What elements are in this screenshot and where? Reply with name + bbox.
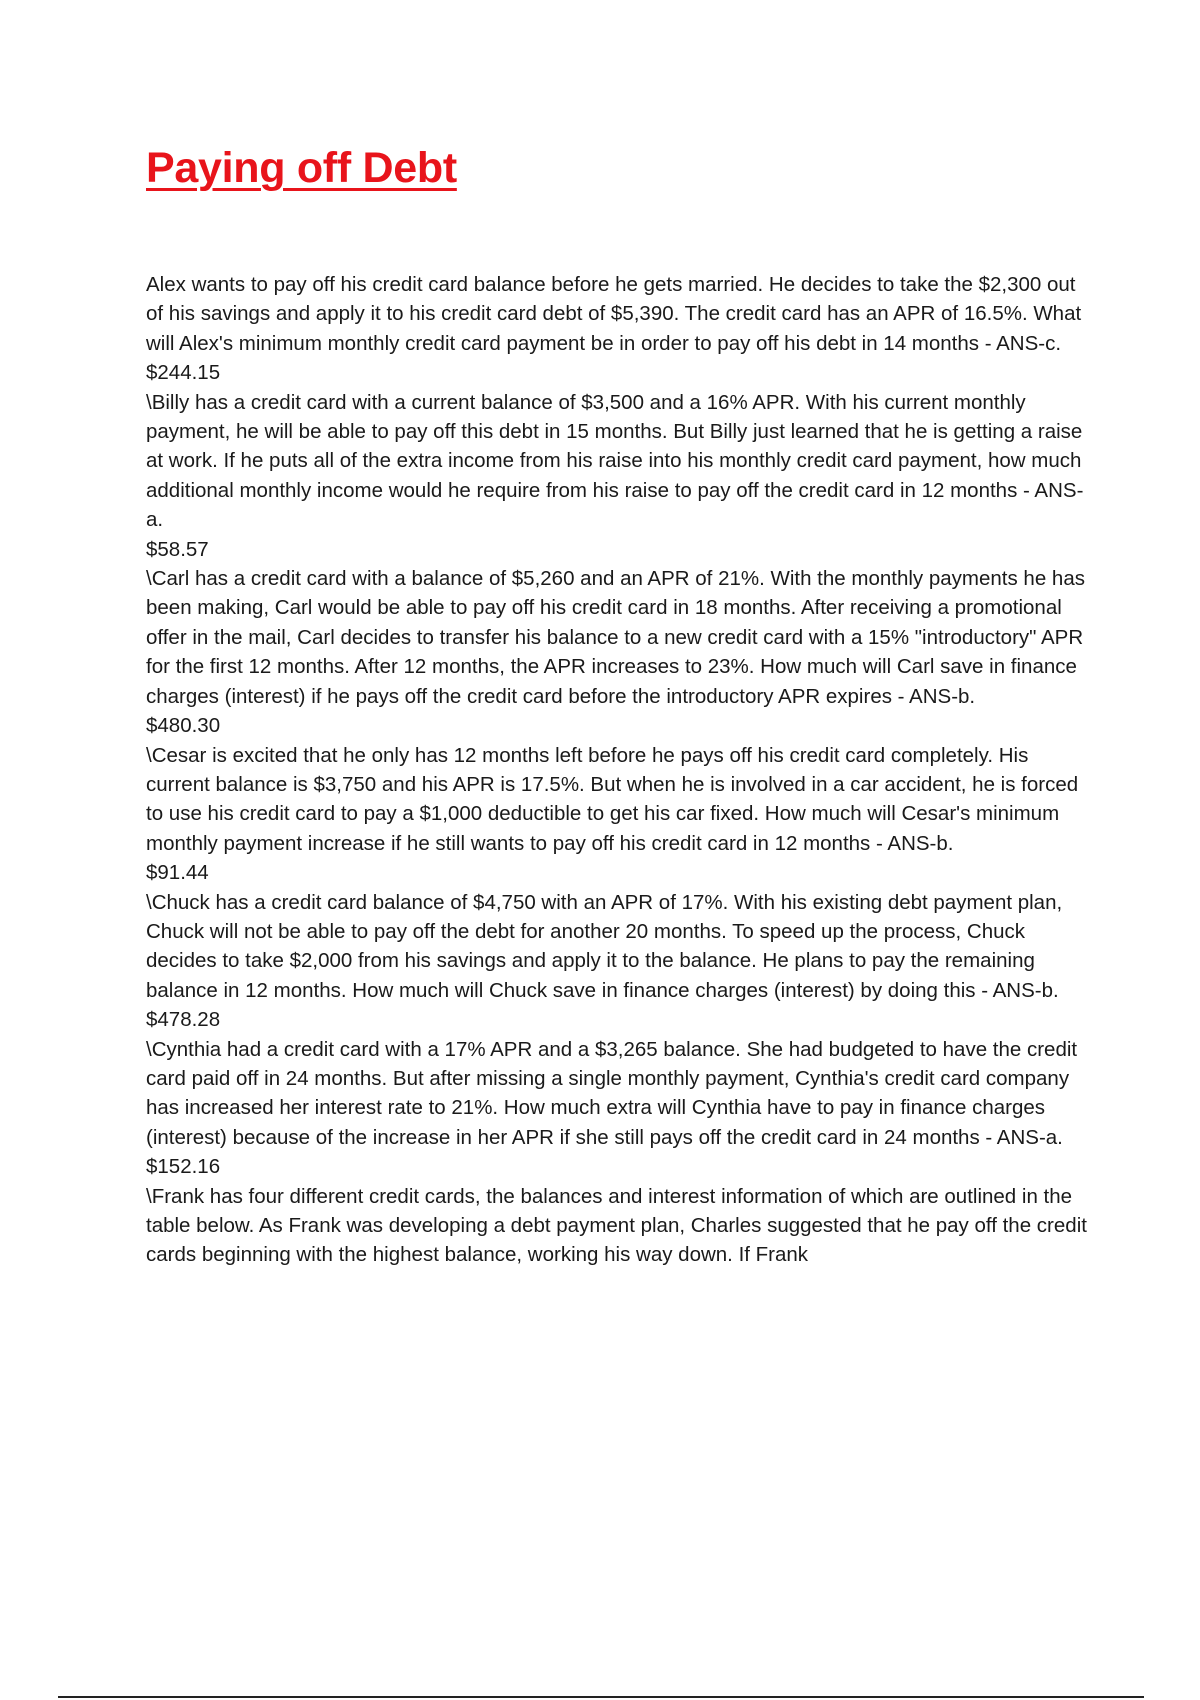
page-bottom-divider: [58, 1696, 1144, 1698]
question-chuck: \Chuck has a credit card balance of $4,750 with an APR of 17%. With his existing debt payment plan, Chuck will not be able to pay off the debt for another 20 months. To speed up the process, Chuck decides to take $2,000 from his savings and apply it to the balance. He plans to pay the remaining balance in 12 months. How much will Chuck save in finance charges (interest) by doing this - ANS-b.: [146, 890, 1063, 1002]
answer-alex: $244.15: [146, 361, 221, 385]
question-billy: \Billy has a credit card with a current balance of $3,500 and a 16% APR. With his current monthly payment, he will be able to pay off this debt in 15 months. But Billy just learned that he is getting a raise at work. If he puts all of the extra income from his raise into his monthly credit card payment, how much additional monthly income would he require from his raise to pay off the credit card in 12 months - ANS-a.: [146, 390, 1084, 532]
answer-cesar: $91.44: [146, 861, 209, 885]
answer-chuck: $478.28: [146, 1008, 221, 1032]
question-cesar: \Cesar is excited that he only has 12 months left before he pays off his credit card completely. His current balance is $3,750 and his APR is 17.5%. But when he is involved in a car accident, he is forced to use his credit card to pay a $1,000 deductible to get his car fixed. How much will Cesar's minimum monthly payment increase if he still wants to pay off his credit card in 12 months - ANS-b.: [146, 743, 1079, 855]
question-alex: Alex wants to pay off his credit card balance before he gets married. He decides to take the $2,300 out of his savings and apply it to his credit card debt of $5,390. The credit card has an APR of 16.5%. What will Alex's minimum monthly credit card payment be in order to pay off his debt in 14 months - ANS-c.: [146, 273, 1082, 355]
page-title: Paying off Debt: [146, 144, 457, 192]
answer-carl: $480.30: [146, 714, 221, 738]
question-frank: \Frank has four different credit cards, the balances and interest information of which are outlined in the table below. As Frank was developing a debt payment plan, Charles suggested that he pay off the credit cards beginning with the highest balance, working his way down. If Frank: [146, 1184, 1087, 1267]
answer-cynthia: $152.16: [146, 1155, 221, 1179]
answer-billy: $58.57: [146, 537, 209, 561]
question-cynthia: \Cynthia had a credit card with a 17% APR and a $3,265 balance. She had budgeted to have the credit card paid off in 24 months. But after missing a single monthly payment, Cynthia's credit card company has increased her interest rate to 21%. How much extra will Cynthia have to pay in finance charges (interest) because of the increase in her APR if she still pays off the credit card in 24 months - ANS-a.: [146, 1037, 1078, 1149]
question-carl: \Carl has a credit card with a balance of $5,260 and an APR of 21%. With the monthly payments he has been making, Carl would be able to pay off his credit card in 18 months. After receiving a promotional offer in the mail, Carl decides to transfer his balance to a new credit card with a 15% "introductory" APR for the first 12 months. After 12 months, the APR increases to 23%. How much will Carl save in finance charges (interest) if he pays off the credit card before the introductory APR expires - ANS-b.: [146, 567, 1085, 708]
document-body: [146, 270, 1096, 1270]
